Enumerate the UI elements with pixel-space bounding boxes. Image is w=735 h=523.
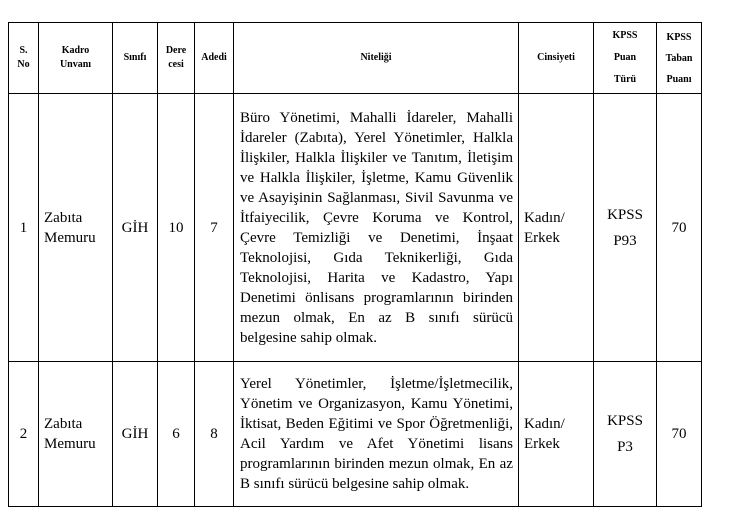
- header-kpss-puan-turu: KPSS Puan Türü: [594, 23, 657, 94]
- cell-no: 1: [9, 94, 39, 362]
- header-derecesi: Dere cesi: [158, 23, 195, 94]
- cell-derece: 6: [158, 362, 195, 507]
- cell-derece: 10: [158, 94, 195, 362]
- header-kpss-taban-puani: KPSS Taban Puanı: [657, 23, 702, 94]
- header-adedi: Adedi: [195, 23, 234, 94]
- table-row: [9, 362, 702, 507]
- cell-nitelik: Yerel Yönetimler, İşletme/İşletmecilik, Yönetim ve Organizasyon, Kamu Yönetimi, İktisat, Beden Eğitimi ve Spor Öğretmenliği, Acil Yardım ve Afet Yönetimi lisans programlarının birinden mezun olmak, En az B sınıfı sürücü belgesine sahip olmak.: [234, 362, 519, 507]
- cell-puan-turu: KPSS P3: [594, 362, 657, 507]
- cell-unvan: Zabıta Memuru: [39, 94, 113, 362]
- cell-cinsiyet: Kadın/ Erkek: [519, 362, 594, 507]
- cell-sinif: GİH: [113, 94, 158, 362]
- cell-nitelik: Büro Yönetimi, Mahalli İdareler, Mahalli İdareler (Zabıta), Yerel Yönetimler, Halkla İlişkiler, Halkla İlişkiler ve Tanıtım, İletişim ve Halkla İlişkiler, İşletme, Kamu Güvenlik ve Asayişinin Sağlanması, Sivil Savunma ve İtfaiyecilik, Çevre Koruma ve Kontrol, Çevre Temizliği ve Denetimi, İnşaat Teknolojisi, Gıda Teknikerliği, Gıda Teknolojisi, Harita ve Kadastro, Yapı Denetimi önlisans programlarının birinden mezun olmak, En az B sınıfı sürücü belgesine sahip olmak.: [234, 94, 519, 362]
- header-kadro-unvani: Kadro Unvanı: [39, 23, 113, 94]
- positions-table: [8, 22, 702, 507]
- header-sno: S. No: [9, 23, 39, 94]
- table-row: [9, 94, 702, 362]
- header-sinifi: Sınıfı: [113, 23, 158, 94]
- cell-cinsiyet: Kadın/ Erkek: [519, 94, 594, 362]
- cell-unvan: Zabıta Memuru: [39, 362, 113, 507]
- cell-taban: 70: [657, 362, 702, 507]
- header-niteligi: Niteliği: [234, 23, 519, 94]
- cell-sinif: GİH: [113, 362, 158, 507]
- header-cinsiyeti: Cinsiyeti: [519, 23, 594, 94]
- cell-adet: 7: [195, 94, 234, 362]
- cell-taban: 70: [657, 94, 702, 362]
- cell-adet: 8: [195, 362, 234, 507]
- cell-no: 2: [9, 362, 39, 507]
- cell-puan-turu: KPSS P93: [594, 94, 657, 362]
- header-row: [9, 23, 702, 94]
